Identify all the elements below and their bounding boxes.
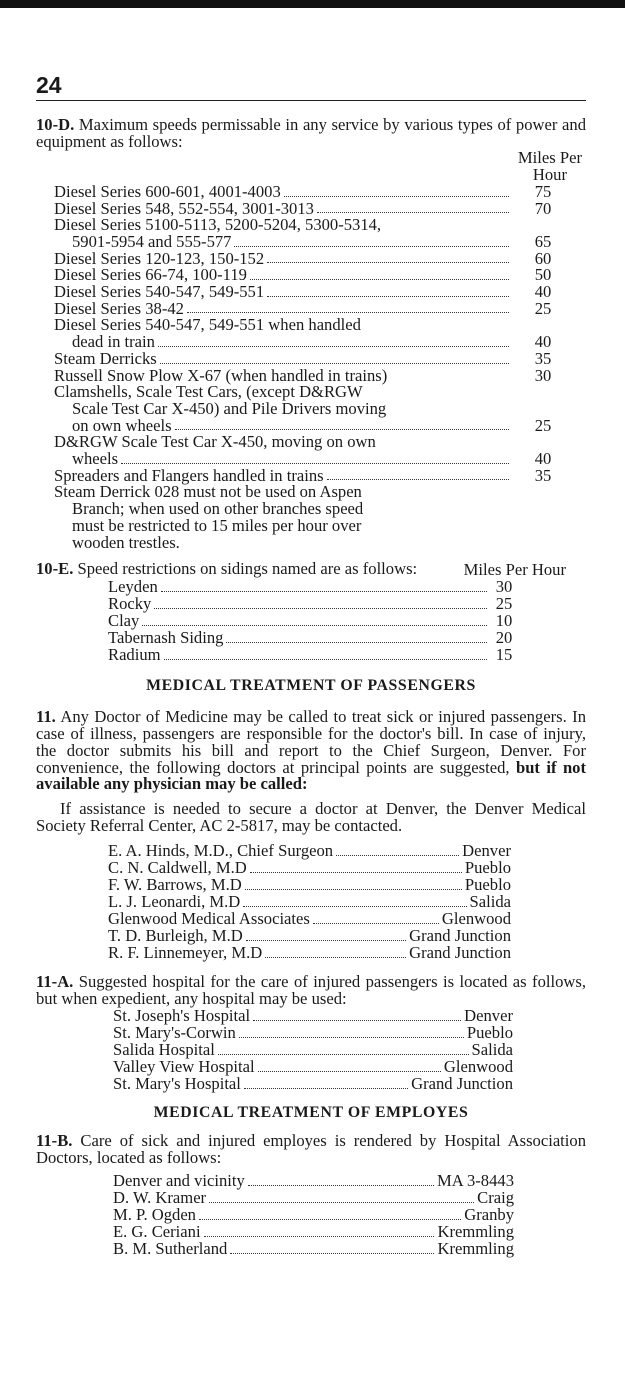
dot-leader — [245, 889, 462, 890]
doctor-row-value: Grand Junction — [409, 943, 511, 963]
speed-row — [54, 298, 586, 318]
section-number: 10-E. — [36, 559, 74, 579]
dot-leader — [239, 1037, 464, 1038]
dot-leader — [336, 855, 459, 856]
speed-value: 40 — [534, 332, 552, 352]
speed-row-label: Diesel Series 600-601, 4001-4003 — [54, 181, 281, 201]
doctor-row-label: T. D. Burleigh, M.D — [108, 926, 243, 946]
speed-row-label: Russell Snow Plow X-67 (when handled in trains) — [54, 365, 388, 385]
siding-table — [36, 576, 518, 664]
section-number: 11-B. — [36, 1131, 73, 1151]
dot-leader — [327, 479, 509, 480]
dot-leader — [253, 1020, 461, 1021]
doctor-row-label: R. F. Linnemeyer, M.D — [108, 943, 263, 963]
dot-leader — [267, 262, 509, 263]
siding-row-label: Clay — [108, 610, 140, 630]
hospital-row — [113, 1073, 513, 1093]
heading-passengers: MEDICAL TREATMENT OF PASSENGERS — [146, 676, 476, 694]
speed-row-label: Diesel Series 66-74, 100-119 — [54, 265, 247, 285]
hospital-row-value: Glenwood — [443, 1056, 513, 1076]
doctor-row-label: F. W. Barrows, M.D — [108, 875, 242, 895]
employe-doctor-list — [36, 1170, 514, 1258]
dot-leader — [248, 1185, 434, 1186]
section-10d-text — [36, 117, 586, 150]
speed-value: 60 — [534, 248, 552, 268]
employe-row-value: Craig — [477, 1187, 514, 1207]
siding-row-value: 10 — [495, 610, 513, 630]
section-number: 10-D. — [36, 115, 75, 134]
dot-leader — [317, 212, 509, 213]
hospital-row-label: St. Joseph's Hospital — [113, 1005, 251, 1025]
section-body: Any Doctor of Medicine may be called to treat sick or injured passengers. In case of illness, passengers are responsible for the doctor's bill. In case of injury, the doctor submits his bill and report to the Chief Surgeon, Denver. For convenience, the following doctors at principal points are suggested, — [36, 707, 586, 777]
dot-leader — [209, 1202, 474, 1203]
employe-row-label: M. P. Ogden — [113, 1204, 196, 1224]
section-body: Care of sick and injured employes is rendered by Hospital Association Doctors, located as follows: — [36, 1131, 586, 1168]
speed-row-line: Diesel Series 540-547, 549-551 when handled — [54, 315, 361, 335]
employe-row-label: B. M. Sutherland — [113, 1238, 228, 1258]
dot-leader — [187, 312, 509, 313]
siding-row — [108, 576, 518, 596]
speed-row — [54, 465, 586, 485]
speed-row-line: D&RGW Scale Test Car X-450, moving on own — [54, 432, 376, 452]
speed-value: 30 — [534, 365, 552, 385]
speed-row-label: Diesel Series 38-42 — [54, 298, 184, 318]
note-line: wooden trestles. — [72, 532, 180, 552]
employe-row-label: Denver and vicinity — [113, 1170, 245, 1190]
speed-row-line: Scale Test Car X-450) and Pile Drivers moving — [72, 398, 387, 418]
note-line: Steam Derrick 028 must not be used on Aspen — [54, 482, 362, 502]
hospital-row-label: Salida Hospital — [113, 1039, 215, 1059]
siding-row — [108, 627, 518, 647]
top-border — [0, 0, 625, 8]
speed-value: 35 — [534, 348, 552, 368]
speed-value: 70 — [534, 198, 552, 218]
section-11-text — [36, 709, 586, 793]
speed-row-line: Clamshells, Scale Test Cars, (except D&RGW — [54, 382, 363, 402]
dot-leader — [250, 872, 462, 873]
dot-leader — [158, 346, 509, 347]
speed-row-label: 5901-5954 and 555-577 — [72, 231, 232, 251]
siding-row-value: 20 — [495, 627, 513, 647]
speed-row-label: Spreaders and Flangers handled in trains — [54, 465, 324, 485]
speed-row-label: Steam Derricks — [54, 348, 157, 368]
dot-leader — [265, 957, 406, 958]
hospital-row-value: Denver — [464, 1005, 513, 1025]
doctor-row-label: L. J. Leonardi, M.D — [108, 892, 241, 912]
dot-leader — [199, 1219, 461, 1220]
section-number: 11-A. — [36, 972, 74, 992]
speed-row-label: wheels — [72, 449, 119, 469]
speed-row-label: dead in train — [72, 332, 155, 352]
dot-leader — [230, 1253, 434, 1254]
header-rule — [36, 100, 586, 101]
dot-leader — [218, 1054, 469, 1055]
employe-row-value: Kremmling — [437, 1238, 514, 1258]
dot-leader — [204, 1236, 435, 1237]
speed-value: 40 — [534, 449, 552, 469]
hospital-row-label: St. Mary's-Corwin — [113, 1022, 236, 1042]
dot-leader — [226, 642, 487, 643]
siding-row-label: Leyden — [108, 576, 158, 596]
speed-row-line: Diesel Series 5100-5113, 5200-5204, 5300-5314, — [54, 215, 382, 235]
doctor-row-value: Glenwood — [441, 909, 511, 929]
section-body: Speed restrictions on sidings named are as follows: — [73, 559, 418, 579]
dot-leader — [234, 246, 509, 247]
speed-value: 75 — [534, 181, 552, 201]
column-header-line2: Hour — [532, 165, 568, 185]
hospital-row-label: Valley View Hospital — [113, 1056, 255, 1076]
doctor-row-value: Pueblo — [464, 875, 511, 895]
siding-row-label: Tabernash Siding — [108, 627, 224, 647]
dot-leader — [250, 279, 509, 280]
employe-row-label: E. G. Ceriani — [113, 1221, 201, 1241]
doctor-list — [36, 843, 511, 962]
employe-row-value: Kremmling — [437, 1221, 514, 1241]
dot-leader — [284, 196, 509, 197]
siding-row-label: Radium — [108, 644, 161, 664]
employe-row-value: MA 3-8443 — [437, 1170, 514, 1190]
speed-value: 35 — [534, 465, 552, 485]
hospital-row-value: Pueblo — [466, 1022, 513, 1042]
dot-leader — [164, 659, 487, 660]
employe-row-value: Granby — [464, 1204, 514, 1224]
speed-row-label: on own wheels — [72, 415, 172, 435]
speed-value: 25 — [534, 415, 552, 435]
speed-row-label: Diesel Series 548, 552-554, 3001-3013 — [54, 198, 314, 218]
siding-row-label: Rocky — [108, 593, 152, 613]
speed-row-label: Diesel Series 540-547, 549-551 — [54, 282, 265, 302]
siding-row — [108, 593, 518, 613]
doctor-row — [108, 945, 511, 962]
siding-column-header: Miles Per Hour — [463, 559, 566, 579]
speed-column-header — [36, 150, 586, 183]
employe-row — [113, 1238, 514, 1258]
speed-table — [36, 181, 586, 485]
section-10e-text — [36, 561, 456, 578]
section-body: Maximum speeds permissable in any service by various types of power and equipment as follows: — [36, 115, 586, 151]
doctor-row-value: Denver — [462, 841, 511, 861]
siding-row-value: 30 — [495, 576, 513, 596]
dot-leader — [243, 906, 466, 907]
note-line: Branch; when used on other branches speed — [72, 499, 364, 519]
doctor-row-value: Salida — [469, 892, 511, 912]
doctor-row-label: E. A. Hinds, M.D., Chief Surgeon — [108, 841, 334, 861]
hospital-list — [36, 1005, 513, 1093]
dot-leader — [121, 463, 509, 464]
section-body: Suggested hospital for the care of injured passengers is located as follows, but when expedient, any hospital may be used: — [36, 972, 586, 1009]
employe-row-label: D. W. Kramer — [113, 1187, 207, 1207]
page-number: 24 — [36, 72, 62, 98]
dot-leader — [246, 940, 406, 941]
derrick-note — [36, 484, 586, 551]
dot-leader — [154, 608, 487, 609]
doctor-row-value: Grand Junction — [409, 926, 511, 946]
dot-leader — [142, 625, 487, 626]
section-emphasis: but if not available any physician may be called: — [36, 757, 586, 794]
siding-row-value: 25 — [495, 593, 513, 613]
section-11-para2: If assistance is needed to secure a doctor at Denver, the Denver Medical Society Referral Center, AC 2-5817, may be contacted. — [36, 798, 586, 835]
dot-leader — [161, 591, 487, 592]
dot-leader — [267, 296, 509, 297]
speed-row — [54, 415, 586, 435]
dot-leader — [244, 1088, 408, 1089]
speed-value: 65 — [534, 231, 552, 251]
dot-leader — [160, 363, 509, 364]
hospital-row-value: Salida — [471, 1039, 513, 1059]
speed-row-label: Diesel Series 120-123, 150-152 — [54, 248, 265, 268]
dot-leader — [175, 429, 509, 430]
section-11a-text — [36, 974, 586, 1007]
siding-row — [108, 644, 518, 664]
hospital-row-label: St. Mary's Hospital — [113, 1073, 241, 1093]
speed-value: 50 — [534, 265, 552, 285]
note-line: must be restricted to 15 miles per hour over — [72, 515, 362, 535]
speed-row — [54, 181, 586, 201]
doctor-row-label: C. N. Caldwell, M.D — [108, 858, 247, 878]
speed-row — [54, 365, 586, 385]
hospital-row-value: Grand Junction — [411, 1073, 513, 1093]
speed-row — [54, 198, 586, 218]
speed-value: 40 — [534, 282, 552, 302]
section-number: 11. — [36, 707, 56, 727]
doctor-row-value: Pueblo — [464, 858, 511, 878]
section-11b-text — [36, 1133, 586, 1166]
page-content — [36, 117, 586, 1258]
dot-leader — [258, 1071, 441, 1072]
speed-value: 25 — [534, 298, 552, 318]
column-header-line1: Miles Per — [517, 148, 582, 168]
doctor-row-label: Glenwood Medical Associates — [108, 909, 310, 929]
siding-row-value: 15 — [495, 644, 513, 664]
heading-employes: MEDICAL TREATMENT OF EMPLOYES — [153, 1103, 469, 1121]
dot-leader — [313, 923, 439, 924]
